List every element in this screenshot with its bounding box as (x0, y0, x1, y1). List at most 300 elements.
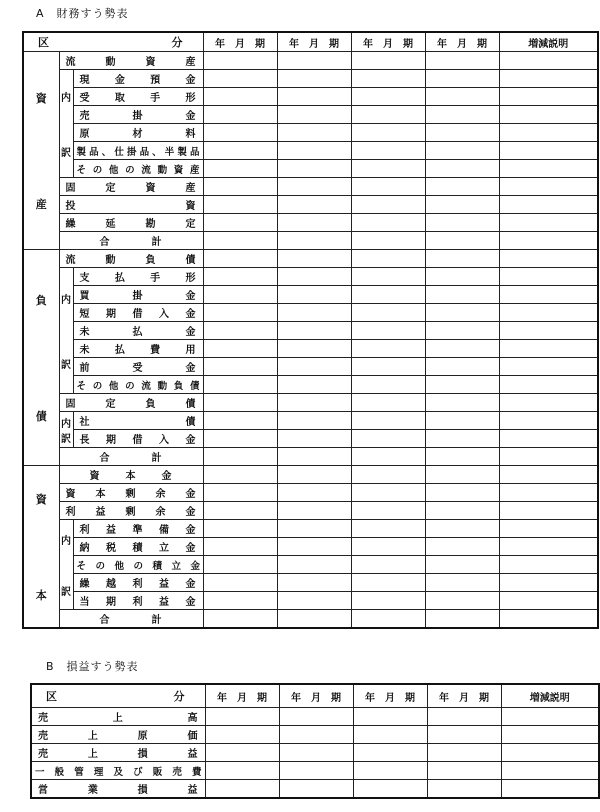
value-cell[interactable] (425, 250, 499, 268)
table-row (23, 250, 598, 268)
liabilities-total-label: 合 計 (59, 448, 203, 466)
value-cell[interactable] (279, 708, 353, 726)
value-cell[interactable] (499, 574, 598, 592)
value-cell[interactable] (353, 762, 427, 780)
value-cell[interactable] (277, 286, 351, 304)
value-cell[interactable] (205, 762, 279, 780)
period-header-1: 年 月 期 (205, 684, 279, 708)
value-cell[interactable] (427, 744, 501, 762)
value-cell[interactable] (351, 124, 425, 142)
value-cell[interactable] (277, 178, 351, 196)
value-cell[interactable] (501, 780, 599, 799)
assets-group-label (23, 52, 59, 250)
value-cell[interactable] (277, 250, 351, 268)
value-cell[interactable] (351, 160, 425, 178)
value-cell[interactable] (203, 214, 277, 232)
value-cell[interactable] (499, 88, 598, 106)
capital-surplus-label: 資 本 剰 余 金 (59, 484, 203, 502)
period-header-3: 年 月 期 (353, 684, 427, 708)
value-cell[interactable] (499, 610, 598, 629)
value-cell[interactable] (205, 780, 279, 799)
value-cell[interactable] (499, 376, 598, 394)
profit-loss-trend-table (30, 683, 600, 799)
value-cell[interactable] (277, 574, 351, 592)
value-cell[interactable] (499, 322, 598, 340)
table-row (23, 538, 598, 556)
value-cell[interactable] (351, 52, 425, 70)
value-cell[interactable] (279, 780, 353, 799)
assets-total-label: 合 計 (59, 232, 203, 250)
table-row (31, 780, 599, 799)
table-row (23, 610, 598, 629)
table-row (23, 358, 598, 376)
value-cell[interactable] (499, 448, 598, 466)
value-cell[interactable] (351, 322, 425, 340)
value-cell[interactable] (425, 340, 499, 358)
current-liabilities-label: 流 動 負 債 (59, 250, 203, 268)
value-cell[interactable] (205, 708, 279, 726)
deferred-label: 繰 延 勘 定 (59, 214, 203, 232)
liabilities-group-label (23, 250, 59, 466)
other-current-assets-label: その他の流動資産 (73, 160, 203, 178)
value-cell[interactable] (353, 744, 427, 762)
uchi-label: 内 (61, 92, 71, 104)
value-cell[interactable] (425, 214, 499, 232)
table-header-row (23, 32, 598, 52)
value-cell[interactable] (277, 106, 351, 124)
value-cell[interactable] (203, 52, 277, 70)
value-cell[interactable] (351, 376, 425, 394)
value-cell[interactable] (203, 358, 277, 376)
value-cell[interactable] (425, 160, 499, 178)
value-cell[interactable] (203, 448, 277, 466)
fixed-liabilities-breakdown-label (59, 412, 73, 448)
gross-profit-label: 売 上 損 益 (31, 744, 205, 762)
sga-expenses-label: 一般管理及び販売費 (31, 762, 205, 780)
value-cell[interactable] (351, 430, 425, 448)
value-cell[interactable] (501, 708, 599, 726)
value-cell[interactable] (425, 394, 499, 412)
value-cell[interactable] (351, 70, 425, 88)
table-row (23, 196, 598, 214)
value-cell[interactable] (425, 430, 499, 448)
fixed-liabilities-label: 固 定 負 債 (59, 394, 203, 412)
table-row (23, 52, 598, 70)
tax-reserve-label: 納 税 積 立 金 (73, 538, 203, 556)
capital-group-label (23, 466, 59, 629)
assets-side-top: 資 (35, 91, 47, 105)
value-cell[interactable] (203, 88, 277, 106)
value-cell[interactable] (351, 214, 425, 232)
value-cell[interactable] (425, 610, 499, 629)
value-cell[interactable] (277, 52, 351, 70)
value-cell[interactable] (425, 52, 499, 70)
value-cell[interactable] (425, 520, 499, 538)
value-cell[interactable] (279, 726, 353, 744)
kubun-left: 区 (38, 36, 49, 49)
section-b-title: B 損益すう勢表 (46, 660, 139, 673)
kubun-right: 分 (173, 690, 185, 703)
value-cell[interactable] (277, 448, 351, 466)
value-cell[interactable] (499, 466, 598, 484)
bonds-label: 社 債 (73, 412, 203, 430)
change-header: 増減説明 (501, 684, 599, 708)
short-term-loans-label: 短 期 借 入 金 (73, 304, 203, 322)
value-cell[interactable] (425, 178, 499, 196)
value-cell[interactable] (277, 412, 351, 430)
value-cell[interactable] (203, 592, 277, 610)
value-cell[interactable] (203, 286, 277, 304)
table-row (31, 762, 599, 780)
value-cell[interactable] (277, 160, 351, 178)
value-cell[interactable] (277, 394, 351, 412)
value-cell[interactable] (203, 556, 277, 574)
value-cell[interactable] (351, 232, 425, 250)
value-cell[interactable] (499, 250, 598, 268)
wake-label: 訳 (61, 586, 71, 598)
value-cell[interactable] (277, 322, 351, 340)
value-cell[interactable] (427, 726, 501, 744)
table-row (23, 340, 598, 358)
value-cell[interactable] (427, 780, 501, 799)
value-cell[interactable] (203, 466, 277, 484)
value-cell[interactable] (425, 574, 499, 592)
table-row (23, 286, 598, 304)
period-header-1: 年 月 期 (203, 32, 277, 52)
value-cell[interactable] (499, 592, 598, 610)
kubun-left: 区 (46, 690, 57, 703)
advances-received-label: 前 受 金 (73, 358, 203, 376)
sales-label: 売 上 高 (31, 708, 205, 726)
earned-surplus-label: 利 益 剰 余 金 (59, 502, 203, 520)
value-cell[interactable] (351, 196, 425, 214)
value-cell[interactable] (499, 106, 598, 124)
value-cell[interactable] (203, 268, 277, 286)
value-cell[interactable] (277, 196, 351, 214)
value-cell[interactable] (277, 268, 351, 286)
uchi-label: 内 (61, 294, 71, 306)
kubun-right: 分 (171, 36, 183, 49)
value-cell[interactable] (203, 124, 277, 142)
value-cell[interactable] (499, 556, 598, 574)
products-wip-label: 製品、仕掛品、半製品 (73, 142, 203, 160)
value-cell[interactable] (425, 412, 499, 430)
value-cell[interactable] (351, 592, 425, 610)
value-cell[interactable] (499, 268, 598, 286)
value-cell[interactable] (425, 196, 499, 214)
liabilities-side-bottom: 債 (35, 409, 47, 423)
table-row (23, 160, 598, 178)
value-cell[interactable] (499, 214, 598, 232)
value-cell[interactable] (203, 412, 277, 430)
value-cell[interactable] (203, 322, 277, 340)
value-cell[interactable] (203, 196, 277, 214)
value-cell[interactable] (203, 394, 277, 412)
cash-deposits-label: 現 金 預 金 (73, 70, 203, 88)
value-cell[interactable] (351, 286, 425, 304)
capital-side-top: 資 (35, 492, 47, 506)
uchi-label: 内 (61, 418, 71, 430)
assets-side-bottom: 産 (35, 197, 47, 211)
value-cell[interactable] (425, 592, 499, 610)
table-row (23, 106, 598, 124)
value-cell[interactable] (203, 142, 277, 160)
value-cell[interactable] (351, 394, 425, 412)
value-cell[interactable] (499, 70, 598, 88)
value-cell[interactable] (279, 744, 353, 762)
value-cell[interactable] (203, 340, 277, 358)
value-cell[interactable] (499, 340, 598, 358)
value-cell[interactable] (203, 250, 277, 268)
value-cell[interactable] (203, 376, 277, 394)
value-cell[interactable] (203, 70, 277, 88)
value-cell[interactable] (425, 142, 499, 160)
value-cell[interactable] (351, 520, 425, 538)
long-term-loans-label: 長 期 借 入 金 (73, 430, 203, 448)
value-cell[interactable] (351, 502, 425, 520)
value-cell[interactable] (425, 106, 499, 124)
capital-breakdown-label (59, 520, 73, 610)
value-cell[interactable] (351, 412, 425, 430)
value-cell[interactable] (351, 142, 425, 160)
wake-label: 訳 (61, 359, 71, 371)
value-cell[interactable] (499, 52, 598, 70)
operating-profit-label: 営 業 損 益 (31, 780, 205, 799)
period-header-4: 年 月 期 (425, 32, 499, 52)
value-cell[interactable] (277, 88, 351, 106)
value-cell[interactable] (425, 448, 499, 466)
table-row (23, 178, 598, 196)
period-header-3: 年 月 期 (351, 32, 425, 52)
value-cell[interactable] (499, 196, 598, 214)
value-cell[interactable] (499, 178, 598, 196)
value-cell[interactable] (353, 708, 427, 726)
value-cell[interactable] (203, 178, 277, 196)
value-cell[interactable] (425, 376, 499, 394)
value-cell[interactable] (277, 70, 351, 88)
value-cell[interactable] (351, 466, 425, 484)
kubun-header (31, 684, 205, 708)
value-cell[interactable] (499, 160, 598, 178)
value-cell[interactable] (277, 610, 351, 629)
value-cell[interactable] (425, 88, 499, 106)
value-cell[interactable] (277, 538, 351, 556)
value-cell[interactable] (353, 726, 427, 744)
table-header-row (31, 684, 599, 708)
table-row (31, 726, 599, 744)
value-cell[interactable] (499, 304, 598, 322)
value-cell[interactable] (425, 304, 499, 322)
value-cell[interactable] (425, 268, 499, 286)
value-cell[interactable] (427, 708, 501, 726)
table-row (23, 70, 598, 88)
value-cell[interactable] (205, 726, 279, 744)
value-cell[interactable] (351, 556, 425, 574)
notes-payable-label: 支 払 手 形 (73, 268, 203, 286)
value-cell[interactable] (277, 520, 351, 538)
value-cell[interactable] (353, 780, 427, 799)
wake-label: 訳 (61, 433, 71, 445)
value-cell[interactable] (277, 430, 351, 448)
value-cell[interactable] (499, 430, 598, 448)
value-cell[interactable] (277, 376, 351, 394)
kubun-header (23, 32, 203, 52)
value-cell[interactable] (351, 574, 425, 592)
period-header-2: 年 月 期 (277, 32, 351, 52)
cost-of-sales-label: 売 上 原 価 (31, 726, 205, 744)
other-reserves-label: そ の 他 の 積 立 金 (73, 556, 203, 574)
value-cell[interactable] (205, 744, 279, 762)
value-cell[interactable] (425, 70, 499, 88)
value-cell[interactable] (277, 502, 351, 520)
table-row (23, 430, 598, 448)
value-cell[interactable] (203, 304, 277, 322)
current-assets-label: 流 動 資 産 (59, 52, 203, 70)
period-header-2: 年 月 期 (279, 684, 353, 708)
value-cell[interactable] (277, 592, 351, 610)
value-cell[interactable] (425, 466, 499, 484)
value-cell[interactable] (203, 610, 277, 629)
value-cell[interactable] (351, 304, 425, 322)
value-cell[interactable] (499, 412, 598, 430)
value-cell[interactable] (203, 430, 277, 448)
value-cell[interactable] (277, 142, 351, 160)
value-cell[interactable] (499, 538, 598, 556)
value-cell[interactable] (425, 124, 499, 142)
value-cell[interactable] (351, 538, 425, 556)
value-cell[interactable] (203, 574, 277, 592)
table-row (23, 592, 598, 610)
value-cell[interactable] (279, 762, 353, 780)
value-cell[interactable] (351, 178, 425, 196)
current-profit-label: 当 期 利 益 金 (73, 592, 203, 610)
value-cell[interactable] (203, 538, 277, 556)
value-cell[interactable] (277, 304, 351, 322)
value-cell[interactable] (351, 484, 425, 502)
accounts-payable-label: 買 掛 金 (73, 286, 203, 304)
value-cell[interactable] (351, 610, 425, 629)
value-cell[interactable] (425, 538, 499, 556)
value-cell[interactable] (425, 484, 499, 502)
value-cell[interactable] (203, 484, 277, 502)
capital-stock-label: 資 本 金 (59, 466, 203, 484)
value-cell[interactable] (499, 142, 598, 160)
value-cell[interactable] (277, 124, 351, 142)
value-cell[interactable] (351, 448, 425, 466)
table-row (23, 142, 598, 160)
value-cell[interactable] (499, 286, 598, 304)
liabilities-side-top: 負 (35, 293, 47, 307)
table-row (23, 556, 598, 574)
notes-receivable-label: 受 取 手 形 (73, 88, 203, 106)
value-cell[interactable] (501, 726, 599, 744)
fixed-assets-label: 固 定 資 産 (59, 178, 203, 196)
table-row (23, 484, 598, 502)
table-row (23, 448, 598, 466)
investment-label: 投 資 (59, 196, 203, 214)
value-cell[interactable] (425, 556, 499, 574)
uchi-label: 内 (61, 535, 71, 547)
change-header: 増減説明 (499, 32, 598, 52)
capital-total-label: 合 計 (59, 610, 203, 629)
value-cell[interactable] (277, 484, 351, 502)
legal-reserve-label: 利 益 準 備 金 (73, 520, 203, 538)
table-row (23, 88, 598, 106)
raw-materials-label: 原 材 料 (73, 124, 203, 142)
table-row (23, 502, 598, 520)
table-row (23, 466, 598, 484)
value-cell[interactable] (277, 556, 351, 574)
table-row (31, 708, 599, 726)
value-cell[interactable] (427, 762, 501, 780)
value-cell[interactable] (203, 502, 277, 520)
table-row (23, 412, 598, 430)
table-row (23, 322, 598, 340)
other-current-liabilities-label: その他の流動負債 (73, 376, 203, 394)
value-cell[interactable] (425, 358, 499, 376)
assets-breakdown-label (59, 70, 73, 178)
capital-side-bottom: 本 (35, 588, 47, 602)
value-cell[interactable] (499, 394, 598, 412)
value-cell[interactable] (425, 322, 499, 340)
table-row (23, 214, 598, 232)
accrued-expenses-label: 未 払 費 用 (73, 340, 203, 358)
table-row (23, 376, 598, 394)
table-row (23, 232, 598, 250)
table-row (31, 744, 599, 762)
value-cell[interactable] (351, 106, 425, 124)
value-cell[interactable] (425, 232, 499, 250)
value-cell[interactable] (501, 762, 599, 780)
value-cell[interactable] (277, 232, 351, 250)
accrued-payable-label: 未 払 金 (73, 322, 203, 340)
value-cell[interactable] (425, 502, 499, 520)
liabilities-breakdown-label (59, 268, 73, 394)
value-cell[interactable] (499, 358, 598, 376)
accounts-receivable-label: 売 掛 金 (73, 106, 203, 124)
table-row (23, 304, 598, 322)
value-cell[interactable] (351, 340, 425, 358)
value-cell[interactable] (351, 250, 425, 268)
table-row (23, 574, 598, 592)
value-cell[interactable] (499, 520, 598, 538)
value-cell[interactable] (499, 232, 598, 250)
value-cell[interactable] (351, 268, 425, 286)
value-cell[interactable] (203, 520, 277, 538)
value-cell[interactable] (203, 232, 277, 250)
table-row (23, 268, 598, 286)
section-a-title: A 財務すう勢表 (36, 7, 129, 20)
value-cell[interactable] (203, 160, 277, 178)
value-cell[interactable] (425, 286, 499, 304)
value-cell[interactable] (277, 358, 351, 376)
table-row (23, 394, 598, 412)
value-cell[interactable] (351, 88, 425, 106)
value-cell[interactable] (277, 466, 351, 484)
value-cell[interactable] (351, 358, 425, 376)
value-cell[interactable] (501, 744, 599, 762)
value-cell[interactable] (499, 484, 598, 502)
period-header-4: 年 月 期 (427, 684, 501, 708)
retained-earnings-label: 繰 越 利 益 金 (73, 574, 203, 592)
wake-label: 訳 (61, 147, 71, 159)
value-cell[interactable] (499, 502, 598, 520)
value-cell[interactable] (277, 340, 351, 358)
value-cell[interactable] (277, 214, 351, 232)
table-row (23, 124, 598, 142)
value-cell[interactable] (203, 106, 277, 124)
value-cell[interactable] (499, 124, 598, 142)
